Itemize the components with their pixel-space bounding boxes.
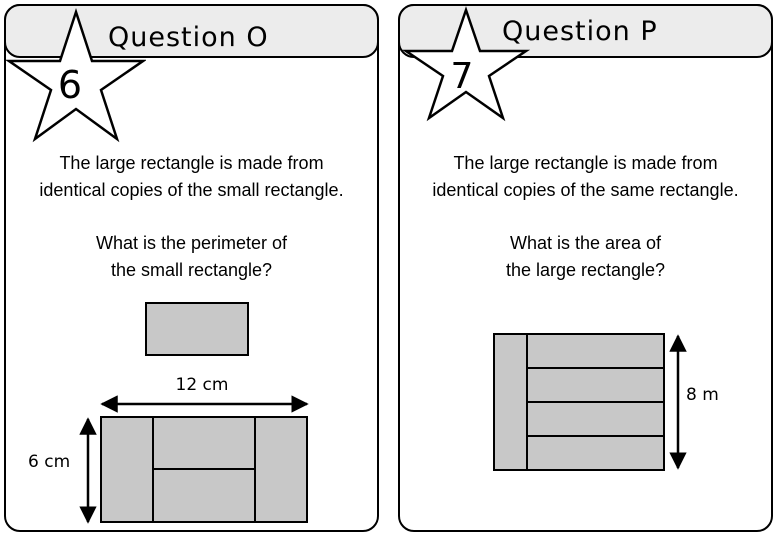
width-label: 12 cm — [175, 375, 229, 395]
statement-line: identical copies of the small rectangle. — [39, 180, 344, 200]
large-rectangle — [101, 417, 307, 522]
question-p-title: Question P — [502, 16, 658, 47]
large-rectangle — [494, 334, 664, 470]
prompt-line: the small rectangle? — [110, 260, 273, 280]
height-label: 8 m — [686, 385, 719, 405]
small-rectangle — [146, 303, 248, 355]
question-o-diagram — [6, 6, 381, 534]
question-p-number: 7 — [450, 56, 474, 97]
question-o-number: 6 — [57, 63, 83, 107]
prompt-line: the large rectangle? — [505, 260, 666, 280]
question-o-title: Question O — [108, 22, 269, 53]
prompt-line: What is the area of — [509, 233, 662, 253]
statement-line: The large rectangle is made from — [453, 153, 718, 173]
statement-line: identical copies of the same rectangle. — [432, 180, 739, 200]
statement-line: The large rectangle is made from — [59, 153, 324, 173]
question-p-diagram — [400, 6, 775, 534]
question-p-card — [398, 4, 773, 532]
prompt-line: What is the perimeter of — [95, 233, 288, 253]
question-o-card — [4, 4, 379, 532]
height-label: 6 cm — [28, 452, 71, 472]
